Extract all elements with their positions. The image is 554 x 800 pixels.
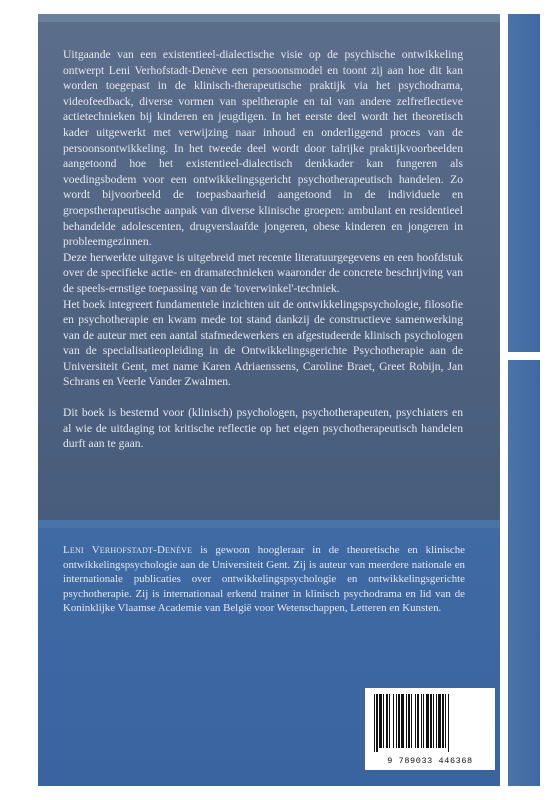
barcode-bar [398,694,400,748]
barcode-bar [374,694,375,752]
barcode-bar [430,694,432,748]
barcode-bar [393,694,394,748]
barcode-bar [408,694,410,748]
barcode-bar [433,694,434,748]
top-band [38,14,500,22]
barcode-bar [445,694,446,748]
blurb-paragraph: Het boek integreert fundamentele inzichten uit de ontwikkelingspsychologie, filosofie en psychotherapie en kwam mede tot stand dankzij de constructieve samenwerking van de auteur met een aantal stafmedewerkers en afgestudeerde klinisch psychologen van de specialisatieopleiding in de Ontwikkelingsgerichte Psychotherapie aan de Universiteit Gent, met name Karen Adriaenssens, Caroline Braet, Greet Robijn, Jan Schrans en Veerle Vander Zwalmen. [63,297,463,389]
blurb-paragraph: Dit boek is bestemd voor (klinisch) psychologen, psychotherapeuten, psychiaters en al wie de uitdaging tot kritische reflectie op het eigen psychotherapeutisch handelen durft aan te gaan. [63,406,463,451]
blurb-text [63,47,463,452]
section-divider [38,520,500,528]
side-strip-upper [508,14,540,352]
barcode-box [365,688,495,770]
barcode-bar [386,694,388,748]
author-bio-text: is gewoon hoogleraar in de theoretische en klinische ontwikkelingspsychologie aan de Universiteit Gent. Zij is auteur van meerdere nationale en internationale publicaties over ontwikkelingspsychologie en ontwikkelingsgerichte psychotherapie. Zij is internationaal erkend trainer in klinisch psychodrama en lid van de Koninklijke Vlaamse Academie van België voor Wetenschappen, Letteren en Kunsten. [63,544,465,615]
author-name: Leni Verhofstadt-Denève [63,544,193,556]
blurb-paragraph: Uitgaande van een existentieel-dialectische visie op de psychische ontwikkeling ontwerpt Leni Verhofstadt-Denève een persoonsmodel en toont zij aan hoe dit kan worden toegepast in de klinisch-therapeutische praktijk via het psychodrama, videofeedback, diverse vormen van speltherapie en tal van andere zelfreflectieve actietechnieken bij kinderen en jeugdigen. In het eerste deel wordt het theoretisch kader uitgewerkt met verwijzing naar inhoud en onderliggend proces van de persoonsontwikkeling. In het tweede deel wordt door talrijke praktijkvoorbeelden aangetoond hoe het existentieel-dialectisch denkkader kan fungeren als voedingsbodem voor een ontwikkelingsgericht psychotherapeutisch handelen. Zo wordt bijvoorbeeld de toepasbaarheid aangetoond in de individuele en groepstherapeutische aanpak van diverse klinische groepen: ambulant en residentieel behandelde adolescenten, drugverslaafde jongeren, obese kinderen en jongeren in probleemgezinnen. [63,48,463,249]
barcode-bar [423,694,424,748]
side-strip-lower [508,360,540,786]
barcode-bar [396,694,397,748]
author-bio [63,543,465,616]
barcode-bar [415,694,416,748]
barcode-bar [438,694,441,748]
barcode-bar [401,694,404,748]
barcode-bar [406,694,407,748]
barcode-bar [417,694,419,748]
barcode-bar [411,694,412,748]
barcode-icon [372,694,488,752]
barcode-bar [426,694,429,748]
barcode-bar [436,694,437,748]
isbn-number: 9 789033 446368 [387,756,473,766]
blurb-paragraph: Deze herwerkte uitgave is uitgebreid met recente literatuurgegevens en een hoofdstuk over de specifieke actie- en dramatechnieken waaronder de concrete beschrijving van de speels-ernstige toepassing van de 'toverwinkel'-techniek. [63,250,463,295]
barcode-bar [379,694,382,748]
barcode-bar [421,694,422,748]
barcode-bar [376,694,378,752]
barcode-bar [389,694,390,748]
barcode-bar [448,694,449,752]
barcode-bar [383,694,384,748]
barcode-bar [442,694,444,748]
